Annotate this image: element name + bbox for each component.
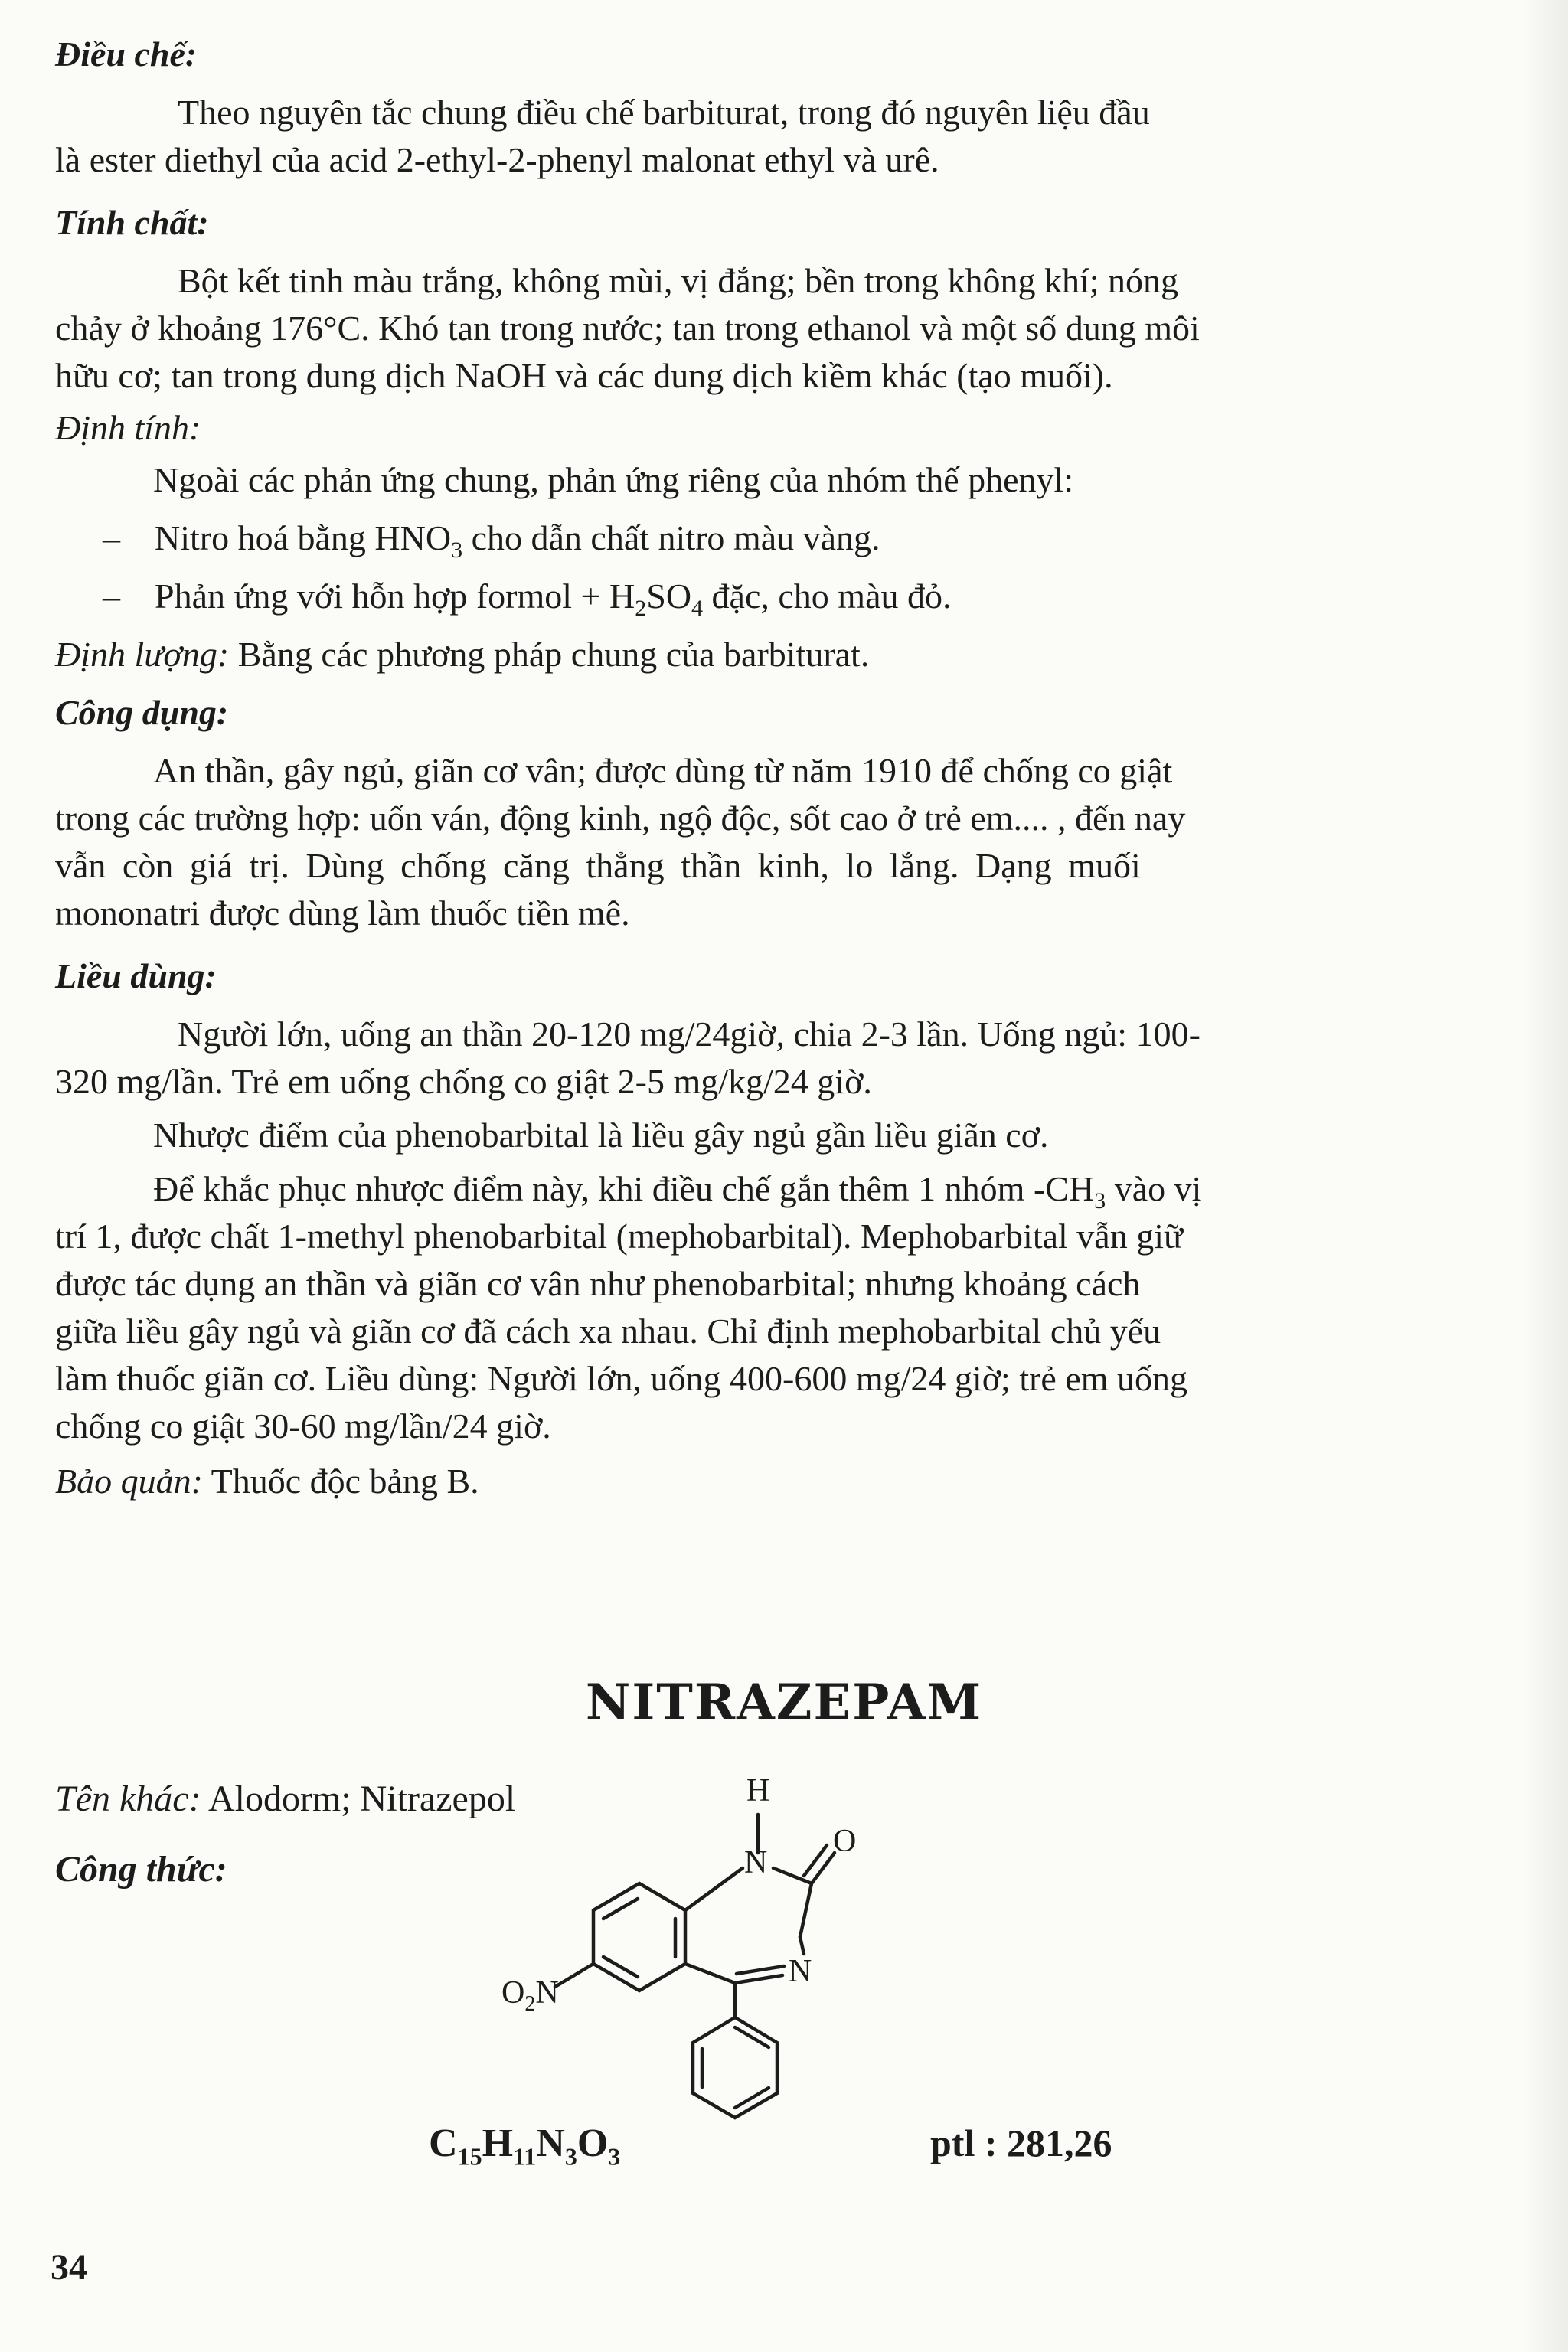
dinh-luong-line: Định lượng: Bằng các phương pháp chung của barbiturat. [55,635,870,674]
other-name-label: Tên khác: [55,1779,201,1819]
dinh-tinh-item-2: – Phản ứng với hỗn hợp formol + $H_2SO_4$ đặc, cho màu đỏ. [55,573,1537,620]
section-heading-dinh-luong: Định lượng: [55,635,230,674]
section-heading-dinh-tinh: Định tính: [55,408,201,447]
lieu-dung-p3-line-1: Để khắc phục nhược điểm này, khi điều chế gắn thêm 1 nhóm $-CH_3$ vào vị [153,1169,1202,1214]
tinh-chat-line-2: chảy ở khoảng 176°C. Khó tan trong nước; tan trong ethanol và một số dung môi [55,309,1200,348]
dinh-tinh-item-1: – Nitro hoá bằng $HNO_3$ cho dẫn chất nitro màu vàng. [55,514,1537,562]
dash-bullet: – [103,518,120,557]
structure-label-h: H [746,1773,770,1808]
molecular-formula: $C_{15}H_{11}N_3O_3$ [429,2122,621,2171]
tinh-chat-line-1: Bột kết tinh màu trắng, không mùi, vị đắng; bền trong không khí; nóng [178,261,1179,300]
dinh-tinh-intro: Ngoài các phản ứng chung, phản ứng riêng của nhóm thế phenyl: [153,460,1074,499]
structure-label-o: O [833,1824,857,1859]
lieu-dung-p3-line-3: được tác dụng an thần và giãn cơ vân như phenobarbital; nhưng khoảng cách [55,1264,1141,1303]
section-heading-tinh-chat: Tính chất: [55,203,209,242]
lieu-dung-line-2: 320 mg/lần. Trẻ em uống chống co giật 2-5 mg/kg/24 giờ. [55,1062,872,1101]
structure-label-n2: N [789,1954,812,1989]
dieu-che-line-2: là ester diethyl của acid 2-ethyl-2-phenyl malonat ethyl và urê. [55,140,939,179]
structure-label-nitro: $O_2N$ [501,1975,559,2016]
lieu-dung-line-1: Người lớn, uống an thần 20-120 mg/24giờ, chia 2-3 lần. Uống ngủ: 100- [178,1014,1200,1054]
cong-dung-line-2: trong các trường hợp: uốn ván, động kinh, ngộ độc, sốt cao ở trẻ em.... , đến nay [55,799,1186,838]
cong-dung-line-4: mononatri được dùng làm thuốc tiền mê. [55,893,630,933]
lieu-dung-p3-line-4: giữa liều gây ngủ và giãn cơ đã cách xa nhau. Chỉ định mephobarbital chủ yếu [55,1312,1161,1351]
compound-title: NITRAZEPAM [585,1674,983,1731]
dieu-che-line-1: Theo nguyên tắc chung điều chế barbiturat, trong đó nguyên liệu đầu [178,93,1150,132]
lieu-dung-p3-line-5: làm thuốc giãn cơ. Liều dùng: Người lớn, uống 400-600 mg/24 giờ; trẻ em uống [55,1359,1188,1398]
phenyl-ring [693,2017,777,2118]
lieu-dung-p3-line-6: chống co giật 30-60 mg/lần/24 giờ. [55,1406,551,1446]
other-name-line [55,1778,515,1820]
section-heading-cong-dung: Công dụng: [55,693,229,732]
cong-dung-line-1: An thần, gây ngủ, giãn cơ vân; được dùng từ năm 1910 để chống co giật [153,751,1173,790]
cong-dung-line-3: vẫn còn giá trị. Dùng chống căng thẳng thần kinh, lo lắng. Dạng muối [55,846,1141,885]
dash-bullet: – [103,577,120,616]
molecular-weight: ptl : 281,26 [930,2122,1112,2164]
nitrazepam-structure-diagram [475,1753,903,2167]
tinh-chat-line-3: hữu cơ; tan trong dung dịch NaOH và các dung dịch kiềm khác (tạo muối). [55,356,1113,395]
section-heading-lieu-dung: Liều dùng: [55,956,217,995]
section-heading-bao-quan: Bảo quản: [55,1462,203,1501]
other-name-value: Alodorm; Nitrazepol [201,1779,516,1819]
section-heading-dieu-che: Điều chế: [55,34,198,74]
structure-label-n1: N [744,1845,768,1880]
document-body [55,31,1537,1505]
lieu-dung-p3-line-2: trí 1, được chất 1-methyl phenobarbital (mephobarbital). Mephobarbital vẫn giữ [55,1217,1183,1256]
lieu-dung-nhuoc-diem: Nhược điểm của phenobarbital là liều gây ngủ gần liều giãn cơ. [153,1116,1049,1155]
bao-quan-line: Bảo quản: Thuốc độc bảng B. [55,1462,479,1501]
page-number: 34 [51,2247,87,2288]
formula-label: Công thức: [55,1849,227,1890]
